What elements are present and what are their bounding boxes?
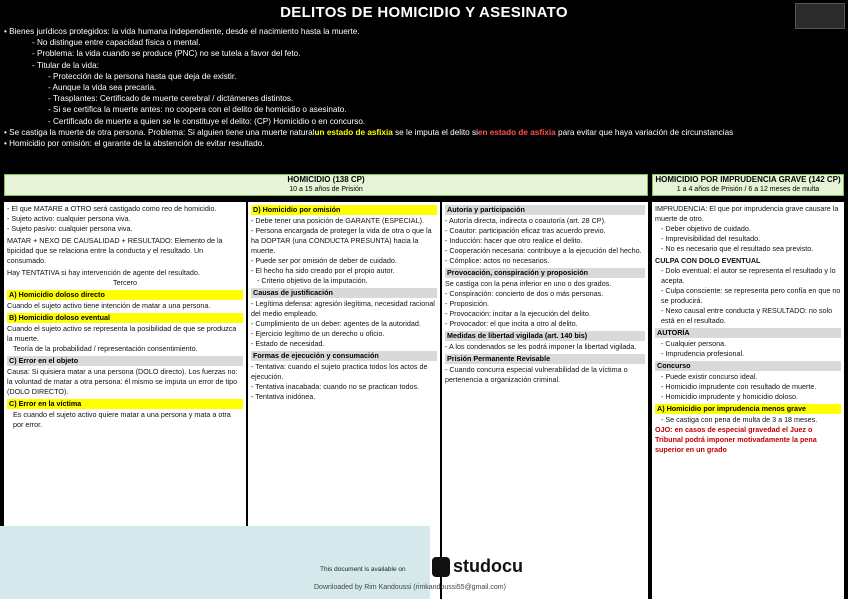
available-text: This document is available on xyxy=(320,566,406,573)
studocu-icon xyxy=(432,557,450,577)
page-title: DELITOS DE HOMICIDIO Y ASESINATO xyxy=(280,4,568,21)
section-bar: D) Homicidio por omisión xyxy=(251,205,437,215)
section-bar: A) Homicidio por imprudencia menos grave xyxy=(655,404,841,414)
section-bar: Provocación, conspiración y proposición xyxy=(445,268,645,278)
column-omision: D) Homicidio por omisión - Debe tener una posición de GARANTE (ESPECIAL). - Persona encargada de proteger la vida de otra o que la ha DOPTAR (una CONDUCTA PRESUNTA) hacia la muerte. - Puede ser por omisión de deber de cuidado. - El hecho ha sido creado por el propio autor. - Criterio objetivo de la imputación. Causas de justificación - Legítima defensa: agresión ilegítima, necesidad racional del medio empleado. - Cumplimiento de un deber: agentes de la autoridad. - Ejercicio legítimo de un derecho u oficio. - Estado de necesidad. Formas de ejecución y consumación - Tentativa: cuando el sujeto practica todos los actos de ejecución. - Tentativa inacabada: cuando no se practican todos. - Tentativa inidónea. xyxy=(248,202,440,599)
intro-line: - Certificado de muerte a quien se le constituye el delito: (CP) Homicidio o en concurso. xyxy=(48,116,366,126)
highlight-red: en estado de asfixia xyxy=(477,127,556,137)
homicidio-header: HOMICIDIO (138 CP) 10 a 15 años de Prisión xyxy=(4,174,648,196)
section-bar: C) Error en la víctima xyxy=(7,399,243,409)
intro-line: - Protección de la persona hasta que deja de existir. xyxy=(48,71,237,81)
intro-line: - Titular de la vida: xyxy=(32,60,99,70)
intro-line: • Bienes jurídicos protegidos: la vida humana independiente, desde el nacimiento hasta la muerte. xyxy=(4,27,360,36)
intro-line: - Si se certifica la muerte antes: no coopera con el delito de homicidio o asesinato. xyxy=(48,105,347,115)
section-bar: Formas de ejecución y consumación xyxy=(251,351,437,361)
column-homicidio-basico: - El que MATARE a OTRO será castigado como reo de homicidio. - Sujeto activo: cualquier persona viva. - Sujeto pasivo: cualquier persona viva. MATAR + NEXO DE CAUSALIDAD + RESULTADO: Elemento de la tipicidad que se relaciona entre la conducta y el resultado. Un consumado. Hay TENTATIVA si hay intervención de agente del resultado. Tercero A) Homicidio doloso directo Cuando el sujeto activo tiene intención de matar a una persona. B) Homicidio doloso eventual Cuando el sujeto activo se representa la posibilidad de que se produzca la muerte. Teoría de la probabilidad / representación consentimiento. C) Error en el objeto Causa: Si quisiera matar a una persona (DOLO directo). Los fuerzas no: la voluntad de matar a otra persona: él mismo se imputa un error de tipo (DOLO DIRECTO). C) Error en la víctima Es cuando el sujeto activo quiere matar a una persona y mata a otra por error. xyxy=(4,202,246,599)
intro-list xyxy=(4,26,844,149)
imprudencia-header: HOMICIDIO POR IMPRUDENCIA GRAVE (142 CP) 1 a 4 años de Prisión / 6 a 12 meses de multa xyxy=(652,174,844,196)
intro-line: - No distingue entre capacidad física o mental. xyxy=(32,38,201,48)
section-bar: Autoría y participación xyxy=(445,205,645,215)
intro-line: - Aunque la vida sea precaria. xyxy=(48,83,157,93)
section-bar: Medidas de libertad vigilada (art. 140 bis) xyxy=(445,331,645,341)
nexo-causal: MATAR + NEXO DE CAUSALIDAD + RESULTADO: Elemento de la tipicidad que se relaciona entre la conducta y el resultado. Un consumado. xyxy=(7,236,223,265)
section-bar: Causas de justificación xyxy=(251,288,437,298)
section-bar: A) Homicidio doloso directo xyxy=(7,290,243,300)
intro-line: - Trasplantes: Certificado de muerte cerebral / dictámenes distintos. xyxy=(48,94,294,104)
section-bar: AUTORÍA xyxy=(655,328,841,338)
column-imprudencia: IMPRUDENCIA: El que por imprudencia grave causare la muerte de otro. - Deber objetivo de cuidado. - Imprevisibilidad del resultado. - No es necesario que el resultado sea previsto. CULPA CON DOLO EVENTUAL - Dolo eventual: el autor se representa el resultado y lo acepta. - Culpa consciente: se representa pero confía en que no se producirá. - Nexo causal entre conducta y RESULTADO: no solo está en el resultado. AUTORÍA - Cualquier persona. - Imprudencia profesional. Concurso - Puede existir concurso ideal. - Homicidio imprudente con resultado de muerte. - Homicidio imprudente y homicidio doloso. A) Homicidio por imprudencia menos grave - Se castiga con pena de multa de 3 a 18 meses. OJO: en casos de especial gravedad el Juez o Tribunal podrá imponer motivadamente la pena superior en un grado xyxy=(652,202,844,599)
intro-line: • Homicidio por omisión: el garante de la abstención de evitar resultado. xyxy=(4,139,265,149)
column-autoria: Autoría y participación - Autoría directa, indirecta o coautoría (art. 28 CP). - Coautor: participación eficaz tras acuerdo previo. - Inducción: hacer que otro realice el delito. - Cooperación necesaria: contribuye a la ejecución del hecho. - Cómplice: actos no necesarios. Provocación, conspiración y proposición Se castiga con la pena inferior en uno o dos grados. - Conspiración: concierto de dos o más personas. - Proposición. - Provocación: incitar a la ejecución del delito. - Provocador: el que incita a otro al delito. Medidas de libertad vigilada (art. 140 bis) - A los condenados se les podrá imponer la libertad vigilada. Prisión Permanente Revisable - Cuando concurra especial vulnerabilidad de la víctima o pertenencia a organización criminal. xyxy=(442,202,648,599)
section-bar: B) Homicidio doloso eventual xyxy=(7,313,243,323)
studocu-logo[interactable]: studocu xyxy=(432,556,582,580)
downloaded-by-text: Downloaded by Rim Kandoussi (rimkandoussi55@gmail.com) xyxy=(314,584,506,591)
section-bar: Concurso xyxy=(655,361,841,371)
intro-line-highlight: • Se castiga la muerte de otra persona. Problema: Si alguien tiene una muerte naturalun estado de asfixia se le imputa el delito sien estado de asfixia para evitar que haya variación de circunstancias xyxy=(4,127,734,137)
intro-line: - Problema: la vida cuando se produce (PNC) no se tutela a favor del feto. xyxy=(32,49,301,59)
section-bar: Prisión Permanente Revisable xyxy=(445,354,645,364)
section-bar: C) Error en el objeto xyxy=(7,356,243,366)
warning-note: OJO: en casos de especial gravedad el Juez o Tribunal podrá imponer motivadamente la pena superior en un grado xyxy=(655,425,817,454)
highlight-yellow: un estado de asfixia xyxy=(314,127,393,137)
